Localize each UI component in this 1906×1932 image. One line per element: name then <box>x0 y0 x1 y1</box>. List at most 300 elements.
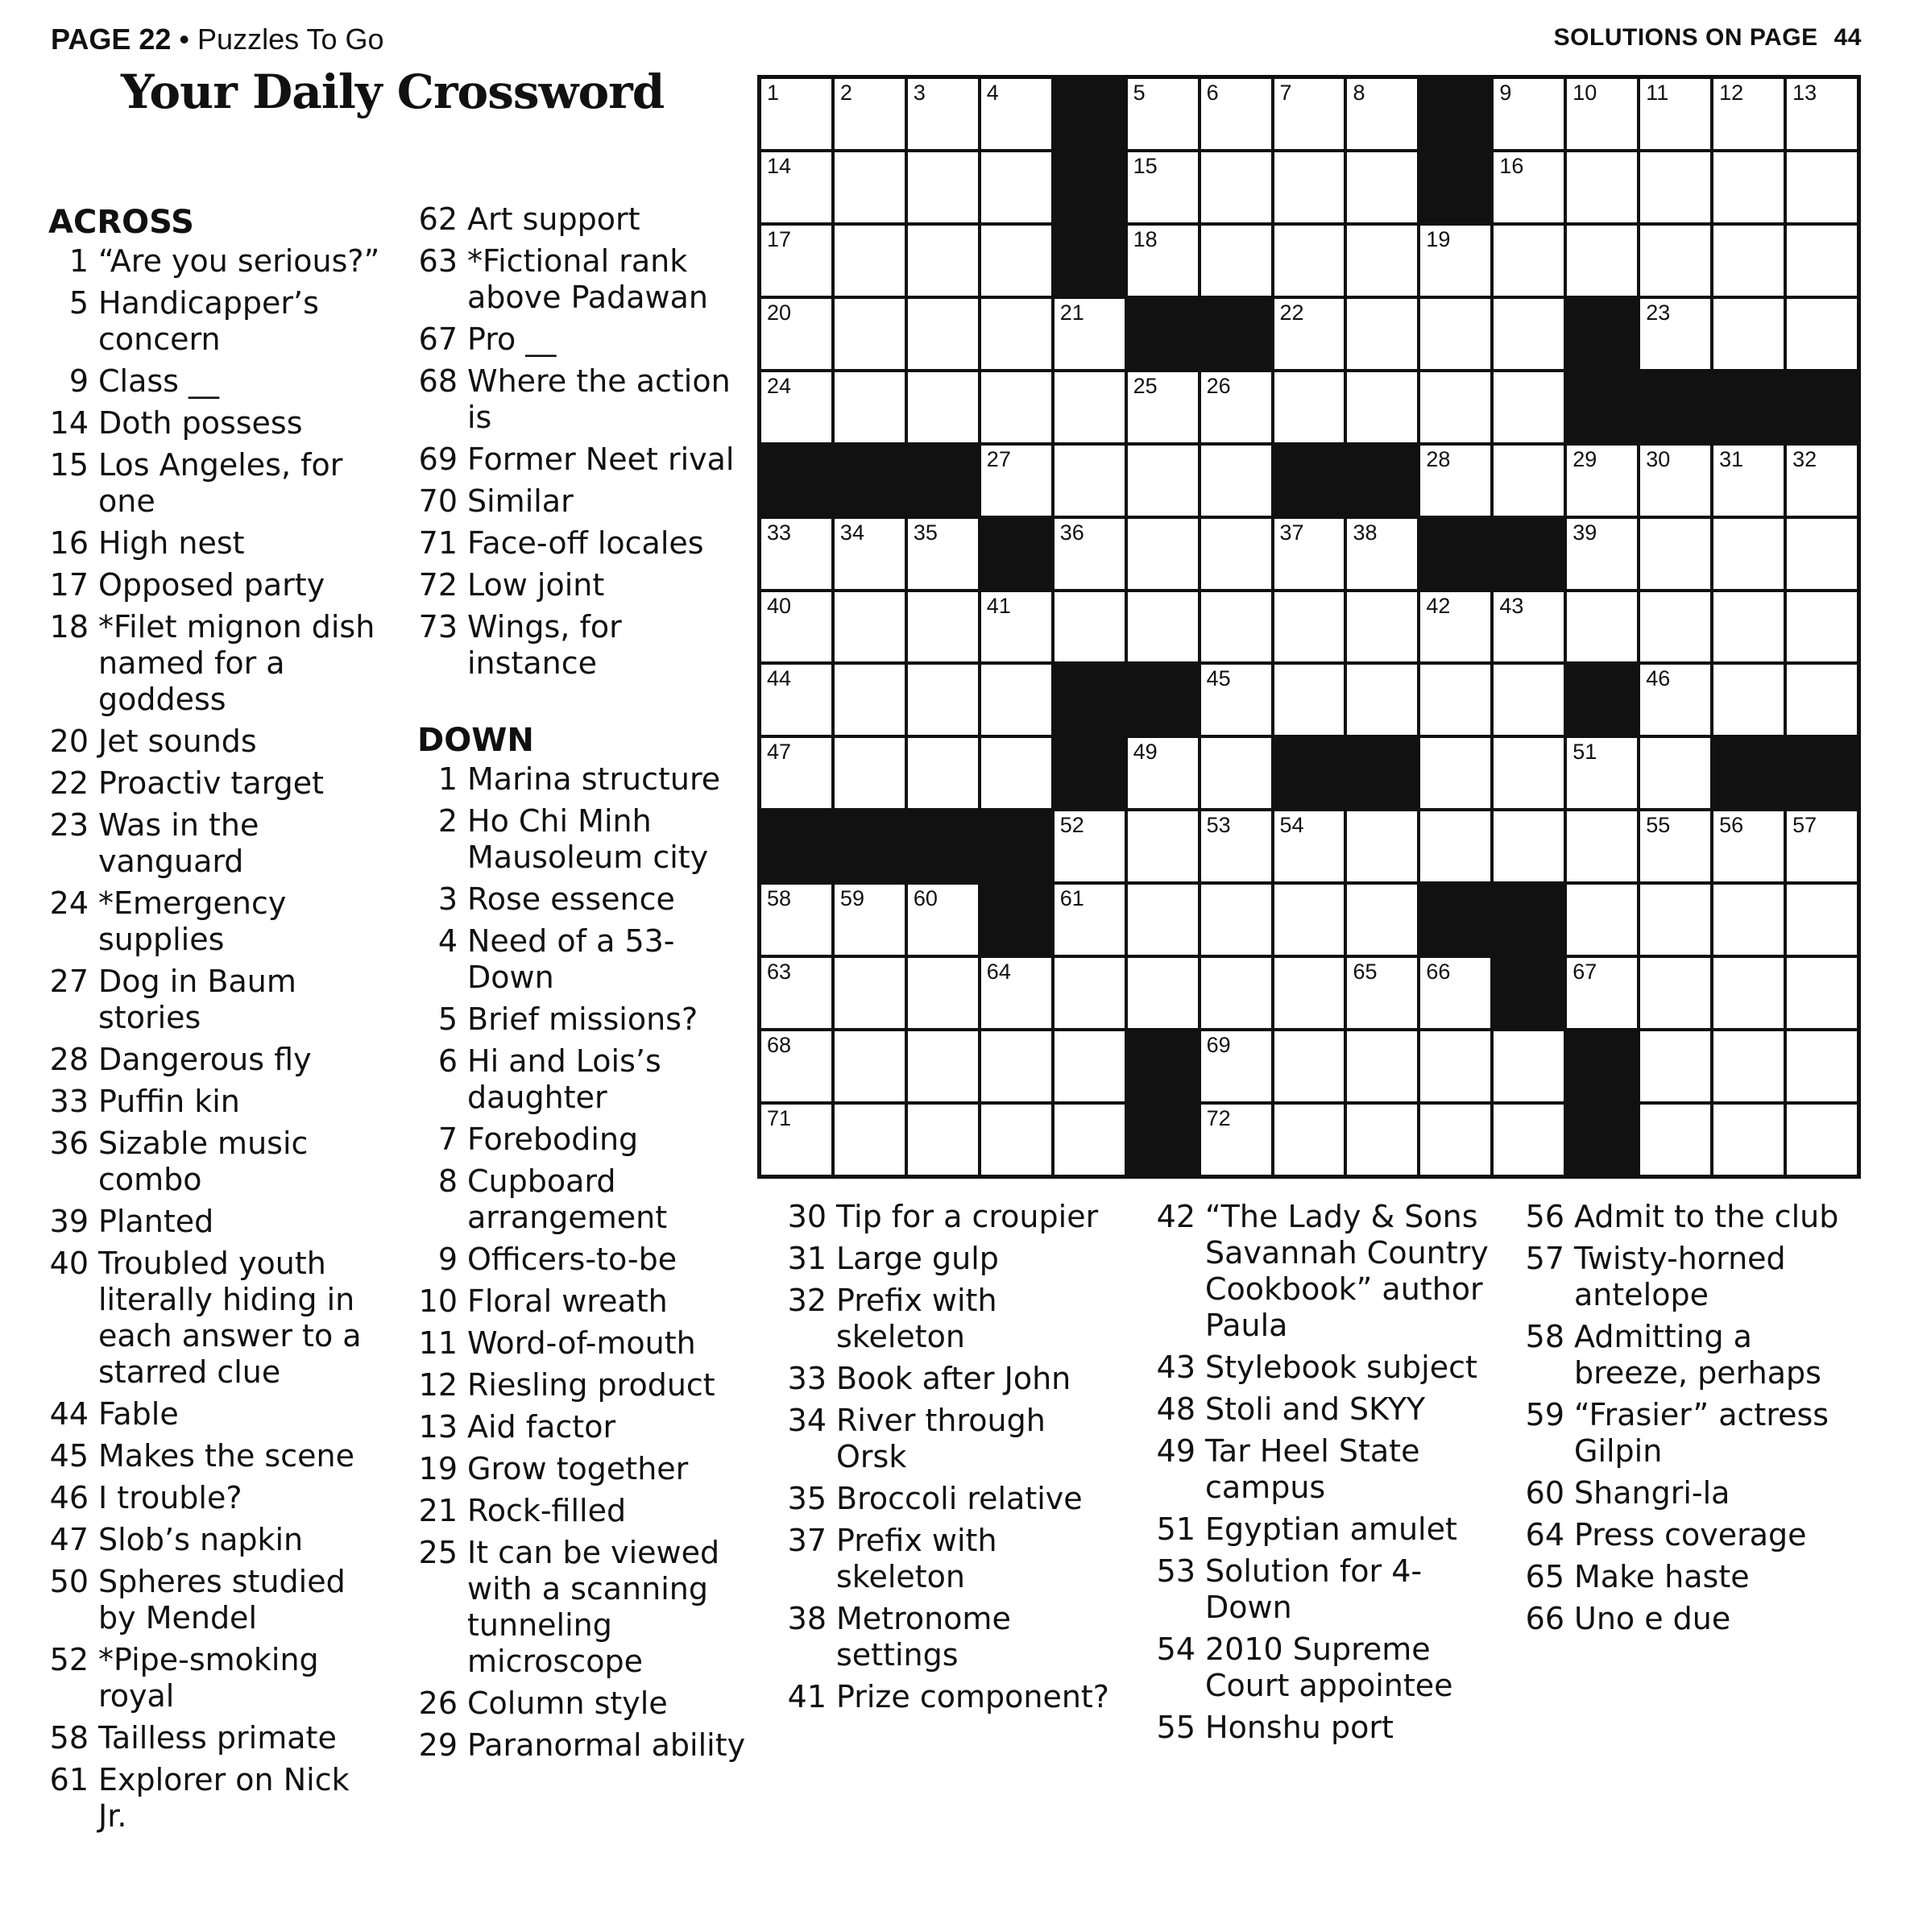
grid-cell[interactable] <box>1055 885 1125 955</box>
clue-text: Doth possess <box>98 405 303 441</box>
grid-cell[interactable] <box>1201 519 1271 589</box>
grid-cell[interactable] <box>761 592 831 662</box>
grid-cell[interactable] <box>1713 592 1784 662</box>
cell-number: 11 <box>1646 81 1669 105</box>
down-column-4 <box>1524 1199 1862 1643</box>
grid-cell[interactable] <box>1567 738 1637 808</box>
grid-cell[interactable] <box>1055 299 1125 369</box>
grid-cell[interactable] <box>1274 152 1345 222</box>
grid-cell[interactable] <box>1347 1031 1417 1101</box>
black-square <box>1420 79 1490 149</box>
grid-cell[interactable] <box>1274 958 1345 1028</box>
grid-cell[interactable] <box>835 958 905 1028</box>
grid-cell[interactable] <box>1640 885 1710 955</box>
grid-cell[interactable] <box>1201 226 1271 296</box>
black-square <box>1128 299 1198 369</box>
cell-number: 36 <box>1059 520 1084 545</box>
grid-cell[interactable] <box>1567 958 1637 1028</box>
grid-cell[interactable] <box>1128 372 1198 442</box>
black-square <box>1274 446 1345 516</box>
grid-cell[interactable] <box>1201 1031 1271 1101</box>
black-square <box>1567 665 1637 735</box>
clue-number: 55 <box>1156 1710 1195 1745</box>
clue-number: 18 <box>49 609 89 645</box>
cell-number: 26 <box>1206 373 1231 398</box>
grid-cell[interactable] <box>1494 1105 1564 1175</box>
grid-cell[interactable] <box>1201 372 1271 442</box>
cell-number: 47 <box>767 740 792 765</box>
grid-cell[interactable] <box>1347 592 1417 662</box>
grid-cell[interactable] <box>835 592 905 662</box>
clue-text: Los Angeles, for one <box>98 447 343 519</box>
clue-number: 42 <box>1156 1199 1195 1234</box>
grid-cell[interactable] <box>1420 446 1490 516</box>
solutions-note <box>1554 24 1862 52</box>
grid-cell[interactable] <box>761 958 831 1028</box>
grid-cell[interactable] <box>835 299 905 369</box>
grid-cell[interactable] <box>1713 1105 1784 1175</box>
grid-cell[interactable] <box>1567 811 1637 881</box>
cell-number: 21 <box>1059 300 1084 325</box>
grid-cell[interactable] <box>1128 592 1198 662</box>
grid-cell[interactable] <box>1420 738 1490 808</box>
clue-text: Broccoli relative <box>836 1481 1083 1516</box>
black-square <box>1347 738 1417 808</box>
clue-text: Sizable music combo <box>98 1126 309 1197</box>
grid-cell[interactable] <box>1787 811 1857 881</box>
grid-cell[interactable] <box>1640 519 1710 589</box>
clue-number: 12 <box>418 1367 458 1403</box>
clue-text: Column style <box>467 1685 668 1721</box>
grid-cell[interactable] <box>1128 885 1198 955</box>
grid-cell[interactable] <box>761 152 831 222</box>
grid-cell[interactable] <box>1347 665 1417 735</box>
across-clue <box>48 1204 387 1240</box>
grid-cell[interactable] <box>761 665 831 735</box>
grid-cell[interactable] <box>981 79 1051 149</box>
grid-cell[interactable] <box>1055 958 1125 1028</box>
grid-cell[interactable] <box>1567 885 1637 955</box>
grid-cell[interactable] <box>761 885 831 955</box>
grid-cell[interactable] <box>1201 152 1271 222</box>
across-clue <box>417 363 748 436</box>
grid-cell[interactable] <box>1713 811 1784 881</box>
cell-number: 31 <box>1719 446 1744 471</box>
grid-cell[interactable] <box>1640 152 1710 222</box>
clue-text: I trouble? <box>98 1480 242 1515</box>
grid-cell[interactable] <box>908 738 978 808</box>
grid-cell[interactable] <box>1201 1105 1271 1175</box>
cell-number: 33 <box>767 520 792 545</box>
clue-text: Officers-to-be <box>467 1242 677 1277</box>
grid-cell[interactable] <box>1713 226 1784 296</box>
grid-cell[interactable] <box>1347 79 1417 149</box>
black-square <box>1567 372 1637 442</box>
grid-cell[interactable] <box>835 79 905 149</box>
cell-number: 2 <box>839 81 852 105</box>
grid-cell[interactable] <box>1055 519 1125 589</box>
grid-cell[interactable] <box>908 592 978 662</box>
black-square <box>1494 885 1564 955</box>
grid-cell[interactable] <box>1420 372 1490 442</box>
grid-cell[interactable] <box>1494 446 1564 516</box>
grid-cell[interactable] <box>981 226 1051 296</box>
grid-cell[interactable] <box>1420 665 1490 735</box>
grid-cell[interactable] <box>761 372 831 442</box>
grid-cell[interactable] <box>1494 592 1564 662</box>
cell-number: 15 <box>1133 153 1158 178</box>
grid-cell[interactable] <box>981 446 1051 516</box>
clue-text: Hi and Lois’s daughter <box>467 1043 661 1115</box>
cell-number: 62 <box>1499 886 1524 911</box>
black-square <box>761 446 831 516</box>
down-clue <box>417 1043 748 1116</box>
grid-cell[interactable] <box>1274 226 1345 296</box>
grid-cell[interactable] <box>835 372 905 442</box>
down-clue <box>417 1535 748 1680</box>
down-clue <box>417 881 748 918</box>
grid-cell[interactable] <box>1347 226 1417 296</box>
grid-cell[interactable] <box>1201 665 1271 735</box>
grid-cell[interactable] <box>1274 299 1345 369</box>
cell-number: 50 <box>1353 740 1378 765</box>
grid-cell[interactable] <box>1640 226 1710 296</box>
grid-cell[interactable] <box>1713 958 1784 1028</box>
cell-number: 10 <box>1572 81 1597 105</box>
down-clue <box>1155 1553 1502 1626</box>
down-clue <box>1155 1433 1502 1506</box>
cell-number: 61 <box>1059 886 1084 911</box>
grid-cell[interactable] <box>1567 226 1637 296</box>
clue-text: Explorer on Nick Jr. <box>98 1762 350 1834</box>
clue-number: 16 <box>49 525 89 561</box>
clue-text: Prefix with skeleton <box>836 1283 997 1354</box>
grid-cell[interactable] <box>761 738 831 808</box>
grid-cell[interactable] <box>835 885 905 955</box>
across-heading: ACROSS <box>48 204 194 241</box>
black-square <box>1128 665 1198 735</box>
down-clue <box>417 1283 748 1320</box>
grid-cell[interactable] <box>1713 79 1784 149</box>
grid-cell[interactable] <box>981 738 1051 808</box>
cell-number: 46 <box>1646 666 1671 691</box>
cell-number: 41 <box>986 593 1011 618</box>
grid-cell[interactable] <box>1055 1105 1125 1175</box>
clue-text: Proactiv target <box>98 765 325 801</box>
down-clue <box>417 1367 748 1403</box>
grid-cell[interactable] <box>1420 1031 1490 1101</box>
clue-text: Aid factor <box>467 1409 616 1445</box>
grid-cell[interactable] <box>1347 1105 1417 1175</box>
grid-cell[interactable] <box>1055 811 1125 881</box>
grid-cell[interactable] <box>1494 226 1564 296</box>
grid-cell[interactable] <box>1274 372 1345 442</box>
across-clue <box>48 1396 387 1432</box>
grid-cell[interactable] <box>1201 811 1271 881</box>
grid-cell[interactable] <box>908 372 978 442</box>
grid-cell[interactable] <box>1201 592 1271 662</box>
clue-text: Was in the vanguard <box>98 807 259 879</box>
grid-cell[interactable] <box>1128 226 1198 296</box>
grid-cell[interactable] <box>1494 811 1564 881</box>
grid-cell[interactable] <box>835 1031 905 1101</box>
grid-cell[interactable] <box>1640 79 1710 149</box>
clue-text: *Fictional rank above Padawan <box>467 243 708 315</box>
grid-cell[interactable] <box>1128 519 1198 589</box>
down-clue <box>417 1163 748 1236</box>
across-clue <box>48 885 387 958</box>
grid-cell[interactable] <box>1420 811 1490 881</box>
black-square <box>835 446 905 516</box>
clue-number: 53 <box>1156 1553 1195 1589</box>
grid-cell[interactable] <box>1640 1031 1710 1101</box>
grid-cell[interactable] <box>1787 446 1857 516</box>
black-square <box>1567 1105 1637 1175</box>
grid-cell[interactable] <box>1201 446 1271 516</box>
clue-number: 64 <box>1525 1517 1564 1553</box>
across-clue <box>48 1720 387 1756</box>
grid-cell[interactable] <box>1201 885 1271 955</box>
grid-cell[interactable] <box>1128 446 1198 516</box>
grid-cell[interactable] <box>835 665 905 735</box>
grid-cell[interactable] <box>1787 885 1857 955</box>
clue-number: 33 <box>49 1084 89 1119</box>
grid-cell[interactable] <box>1787 79 1857 149</box>
cell-number: 38 <box>1353 520 1378 545</box>
clue-number: 67 <box>418 321 458 357</box>
grid-cell[interactable] <box>1640 811 1710 881</box>
grid-cell[interactable] <box>1713 152 1784 222</box>
grid-cell[interactable] <box>908 1105 978 1175</box>
black-square <box>1420 152 1490 222</box>
clue-number: 28 <box>49 1042 89 1077</box>
grid-cell[interactable] <box>1274 1031 1345 1101</box>
grid-cell[interactable] <box>1128 811 1198 881</box>
grid-cell[interactable] <box>835 226 905 296</box>
grid-cell[interactable] <box>1713 1031 1784 1101</box>
grid-cell[interactable] <box>1347 885 1417 955</box>
grid-cell[interactable] <box>1713 519 1784 589</box>
grid-cell[interactable] <box>1494 372 1564 442</box>
clue-text: Admitting a breeze, perhaps <box>1574 1319 1821 1391</box>
grid-cell[interactable] <box>1640 592 1710 662</box>
grid-cell[interactable] <box>981 1031 1051 1101</box>
grid-cell[interactable] <box>1640 738 1710 808</box>
cell-number: 24 <box>767 373 792 398</box>
grid-cell[interactable] <box>1567 152 1637 222</box>
clue-text: Rose essence <box>467 881 675 917</box>
section-name: Puzzles To Go <box>197 23 384 56</box>
grid-cell[interactable] <box>908 299 978 369</box>
grid-cell[interactable] <box>761 1105 831 1175</box>
grid-cell[interactable] <box>1713 446 1784 516</box>
grid-cell[interactable] <box>1274 592 1345 662</box>
clue-number: 66 <box>1525 1601 1564 1636</box>
grid-cell[interactable] <box>1494 665 1564 735</box>
clue-number: 21 <box>418 1493 458 1528</box>
grid-cell[interactable] <box>1787 299 1857 369</box>
across-clue <box>417 243 748 316</box>
grid-cell[interactable] <box>1420 226 1490 296</box>
grid-cell[interactable] <box>908 152 978 222</box>
grid-cell[interactable] <box>1787 1105 1857 1175</box>
grid-cell[interactable] <box>1787 226 1857 296</box>
grid-cell[interactable] <box>1640 446 1710 516</box>
grid-cell[interactable] <box>1055 446 1125 516</box>
grid-cell[interactable] <box>908 79 978 149</box>
grid-cell[interactable] <box>1420 299 1490 369</box>
grid-cell[interactable] <box>981 372 1051 442</box>
black-square <box>1640 372 1710 442</box>
grid-cell[interactable] <box>761 79 831 149</box>
grid-cell[interactable] <box>1347 152 1417 222</box>
cell-number: 53 <box>1206 813 1231 838</box>
grid-cell[interactable] <box>981 152 1051 222</box>
grid-cell[interactable] <box>1787 665 1857 735</box>
grid-cell[interactable] <box>981 1105 1051 1175</box>
down-clue <box>417 1325 748 1362</box>
grid-cell[interactable] <box>1274 665 1345 735</box>
grid-cell[interactable] <box>1201 738 1271 808</box>
grid-cell[interactable] <box>761 226 831 296</box>
grid-cell[interactable] <box>908 958 978 1028</box>
grid-cell[interactable] <box>1713 299 1784 369</box>
grid-cell[interactable] <box>1274 1105 1345 1175</box>
grid-cell[interactable] <box>1347 811 1417 881</box>
grid-cell[interactable] <box>1640 299 1710 369</box>
clue-number: 7 <box>437 1121 458 1157</box>
grid-cell[interactable] <box>908 1031 978 1101</box>
grid-cell[interactable] <box>908 665 978 735</box>
grid-cell[interactable] <box>1640 665 1710 735</box>
grid-cell[interactable] <box>1420 1105 1490 1175</box>
grid-cell[interactable] <box>1128 79 1198 149</box>
grid-cell[interactable] <box>1055 1031 1125 1101</box>
clue-text: Paranormal ability <box>467 1727 746 1763</box>
grid-cell[interactable] <box>981 299 1051 369</box>
cell-number: 37 <box>1279 520 1304 545</box>
clue-number: 23 <box>49 807 89 843</box>
grid-cell[interactable] <box>1201 79 1271 149</box>
grid-cell[interactable] <box>1347 372 1417 442</box>
grid-cell[interactable] <box>1420 592 1490 662</box>
clue-text: Former Neet rival <box>467 442 735 477</box>
grid-cell[interactable] <box>1274 519 1345 589</box>
clue-number: 13 <box>418 1409 458 1445</box>
down-clue <box>417 1409 748 1445</box>
grid-cell[interactable] <box>835 152 905 222</box>
grid-cell[interactable] <box>1567 446 1637 516</box>
across-column-1 <box>48 201 387 1840</box>
clue-number: 69 <box>418 442 458 477</box>
grid-cell[interactable] <box>908 226 978 296</box>
clue-text: Fable <box>98 1396 179 1432</box>
cell-number: 9 <box>1499 81 1512 105</box>
grid-cell[interactable] <box>835 519 905 589</box>
across-clue <box>48 525 387 562</box>
grid-cell[interactable] <box>1055 372 1125 442</box>
black-square <box>1128 1105 1198 1175</box>
clue-text: Stylebook subject <box>1205 1349 1477 1385</box>
grid-cell[interactable] <box>1787 958 1857 1028</box>
grid-cell[interactable] <box>1055 592 1125 662</box>
across-clue <box>417 201 748 238</box>
grid-cell[interactable] <box>1567 79 1637 149</box>
clue-number: 50 <box>49 1564 89 1599</box>
cell-number: 72 <box>1206 1106 1231 1131</box>
grid-cell[interactable] <box>1274 79 1345 149</box>
page-label: PAGE 22 <box>51 23 172 56</box>
down-column-3 <box>1155 1199 1502 1752</box>
clue-number: 40 <box>49 1246 89 1281</box>
grid-cell[interactable] <box>981 592 1051 662</box>
grid-cell[interactable] <box>908 885 978 955</box>
grid-cell[interactable] <box>981 958 1051 1028</box>
across-clue <box>417 483 748 520</box>
grid-cell[interactable] <box>1494 79 1564 149</box>
cell-number: 7 <box>1279 81 1292 105</box>
grid-cell[interactable] <box>1274 885 1345 955</box>
grid-cell[interactable] <box>1787 592 1857 662</box>
grid-cell[interactable] <box>1128 152 1198 222</box>
clue-text: Stoli and SKYY <box>1205 1391 1426 1427</box>
grid-cell[interactable] <box>1201 958 1271 1028</box>
grid-cell[interactable] <box>1713 885 1784 955</box>
across-clue <box>48 1084 387 1120</box>
clue-number: 51 <box>1156 1511 1195 1547</box>
grid-cell[interactable] <box>1567 519 1637 589</box>
clue-number: 63 <box>418 243 458 279</box>
grid-cell[interactable] <box>1274 811 1345 881</box>
grid-cell[interactable] <box>761 1031 831 1101</box>
clue-number: 44 <box>49 1396 89 1432</box>
grid-cell[interactable] <box>1567 592 1637 662</box>
grid-cell[interactable] <box>1640 1105 1710 1175</box>
grid-cell[interactable] <box>981 665 1051 735</box>
down-clue <box>786 1283 1125 1355</box>
clue-text: Book after John <box>836 1361 1071 1396</box>
grid-cell[interactable] <box>1347 299 1417 369</box>
grid-cell[interactable] <box>1494 152 1564 222</box>
grid-cell[interactable] <box>1787 519 1857 589</box>
grid-cell[interactable] <box>1347 519 1417 589</box>
black-square <box>1347 446 1417 516</box>
grid-cell[interactable] <box>1347 958 1417 1028</box>
grid-cell[interactable] <box>835 1105 905 1175</box>
clue-number: 20 <box>49 723 89 759</box>
clue-text: Tip for a croupier <box>836 1199 1099 1234</box>
clue-text: Low joint <box>467 567 605 603</box>
grid-cell[interactable] <box>1713 665 1784 735</box>
grid-cell[interactable] <box>1640 958 1710 1028</box>
grid-cell[interactable] <box>1420 958 1490 1028</box>
grid-cell[interactable] <box>761 519 831 589</box>
grid-cell[interactable] <box>1128 958 1198 1028</box>
grid-cell[interactable] <box>1128 738 1198 808</box>
clue-text: Opposed party <box>98 567 325 603</box>
grid-cell[interactable] <box>1494 738 1564 808</box>
grid-cell[interactable] <box>1494 299 1564 369</box>
grid-cell[interactable] <box>761 299 831 369</box>
grid-cell[interactable] <box>908 519 978 589</box>
grid-cell[interactable] <box>835 738 905 808</box>
clue-number: 70 <box>418 483 458 519</box>
grid-cell[interactable] <box>1787 1031 1857 1101</box>
grid-cell[interactable] <box>1787 152 1857 222</box>
clue-number: 49 <box>1156 1433 1195 1469</box>
cell-number: 55 <box>1646 813 1671 838</box>
grid-cell[interactable] <box>1494 1031 1564 1101</box>
